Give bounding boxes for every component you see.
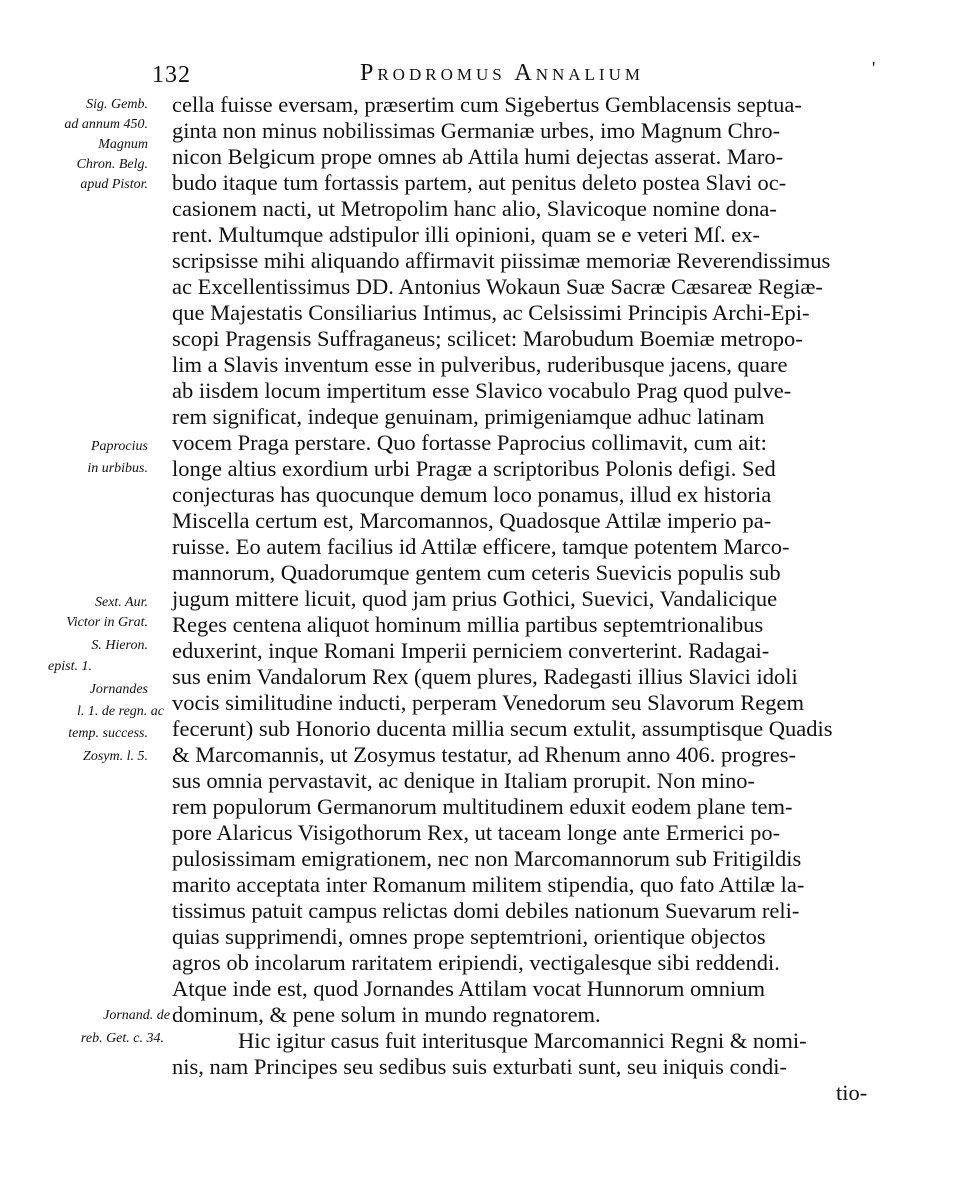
text-line: pore Alaricus Visigothorum Rex, ut taceam longe ante Ermerici po- [172,820,781,845]
margin-note: Magnum [98,137,148,152]
text-line: tissimus patuit campus relictas domi debiles nationum Suevarum reli- [172,898,800,923]
running-head: Prodromus Annalium [360,60,644,86]
margin-note: Jornandes [89,682,148,697]
text-line: budo itaque tum fortassis partem, aut penitus deleto postea Slavi oc- [172,170,787,195]
margin-note: Jornand. de [103,1008,170,1023]
text-line: Reges centena aliquot hominum millia partibus septemtrionalibus [172,612,764,637]
margin-note: l. 1. de regn. ac [77,704,164,719]
text-line: marito acceptata inter Romanum militem stipendia, quo fato Attilæ la- [172,872,805,897]
text-line: fecerunt) sub Honorio ducenta millia secum extulit, assumptisque Quadis [172,716,833,741]
text-line: nis, nam Principes seu sedibus suis exturbati sunt, seu iniquis condi- [172,1054,787,1079]
margin-note: in urbibus. [87,461,148,476]
text-line: ab iisdem locum impertitum esse Slavico vocabulo Prag quod pulve- [172,378,792,403]
text-line: vocem Praga perstare. Quo fortasse Paprocius collimavit, cum ait: [172,430,767,455]
margin-note: Sext. Aur. [94,595,148,610]
text-line: ac Excellentissimus DD. Antonius Wokaun Suæ Sacræ Cæsareæ Regiæ- [172,274,823,299]
text-line: pulosissimam emigrationem, nec non Marcomannorum sub Fritigildis [172,846,802,871]
margin-note: Paprocius [90,439,148,454]
catchword: tio- [836,1080,868,1105]
margin-note: Victor in Grat. [66,615,148,630]
margin-note: apud Pistor. [80,177,148,192]
text-line: scopi Pragensis Suffraganeus; scilicet: Marobudum Boemiæ metropo- [172,326,803,351]
page-number: 132 [152,62,191,88]
text-line: que Majestatis Consiliarius Intimus, ac Celsissimi Principis Archi-Epi- [172,300,810,325]
margin-note: Sig. Gemb. [86,97,148,112]
text-line: jugum mittere licuit, quod jam prius Gothici, Suevici, Vandalicique [172,586,778,611]
text-line: quias supprimendi, omnes prope septemtrioni, orientique objectos [172,924,766,949]
text-line: sus omnia pervastavit, ac denique in Italiam prorupit. Non mino- [172,768,755,793]
margin-note: Chron. Belg. [76,157,148,172]
margin-note: Zosym. l. 5. [83,749,148,764]
text-line: rem populorum Germanorum multitudinem eduxit eodem plane tem- [172,794,793,819]
text-line: Atque inde est, quod Jornandes Attilam vocat Hunnorum omnium [172,976,766,1001]
text-line: vocis similitudine inducti, perperam Venedorum seu Slavorum Regem [172,690,804,715]
margin-note: temp. success. [68,726,148,741]
text-line: conjecturas has quocunque demum loco ponamus, illud ex historia [172,482,772,507]
text-line: longe altius exordium urbi Pragæ a scriptoribus Polonis defigi. Sed [172,456,776,481]
text-line: casionem nacti, ut Metropolim hanc alio, Slavicoque nomine dona- [172,196,777,221]
text-line: ruisse. Eo autem facilius id Attilæ efficere, tamque potentem Marco- [172,534,790,559]
text-line: Miscella certum est, Marcomannos, Quadosque Attilæ imperio pa- [172,508,772,533]
margin-note: epist. 1. [48,659,92,674]
margin-note: reb. Get. c. 34. [80,1031,164,1046]
text-line: dominum, & pene solum in mundo regnatorem. [172,1002,601,1027]
text-line: mannorum, Quadorumque gentem cum ceteris Suevicis populis sub [172,560,781,585]
text-line: scripsisse mihi aliquando affirmavit piissimæ memoriæ Reverendissimus [172,248,831,273]
text-line: rent. Multumque adstipulor illi opinioni, quam se e veteri Mſ. ex- [172,222,761,247]
text-line: Hic igitur casus fuit interitusque Marcomannici Regni & nomi- [238,1028,807,1053]
text-line: nicon Belgicum prope omnes ab Attila humi dejectas asserat. Maro- [172,144,784,169]
corner-mark: ' [872,58,876,78]
text-line: ginta non minus nobilissimas Germaniæ urbes, imo Magnum Chro- [172,118,781,143]
text-line: agros ob incolarum raritatem eripiendi, vectigalesque sibi reddendi. [172,950,780,975]
text-line: & Marcomannis, ut Zosymus testatur, ad Rhenum anno 406. progres- [172,742,796,767]
text-line: cella fuisse eversam, præsertim cum Sigebertus Gemblacensis septua- [172,92,802,117]
text-line: rem significat, indeque genuinam, primigeniamque adhuc latinam [172,404,765,429]
text-line: sus enim Vandalorum Rex (quem plures, Radegasti illius Slavici idoli [172,664,798,689]
text-line: eduxerint, inque Romani Imperii perniciem converterint. Radagai- [172,638,770,663]
text-line: lim a Slavis inventum esse in pulveribus, ruderibusque jacens, quare [172,352,788,377]
margin-note: S. Hieron. [91,638,148,653]
margin-note: ad annum 450. [64,117,148,132]
